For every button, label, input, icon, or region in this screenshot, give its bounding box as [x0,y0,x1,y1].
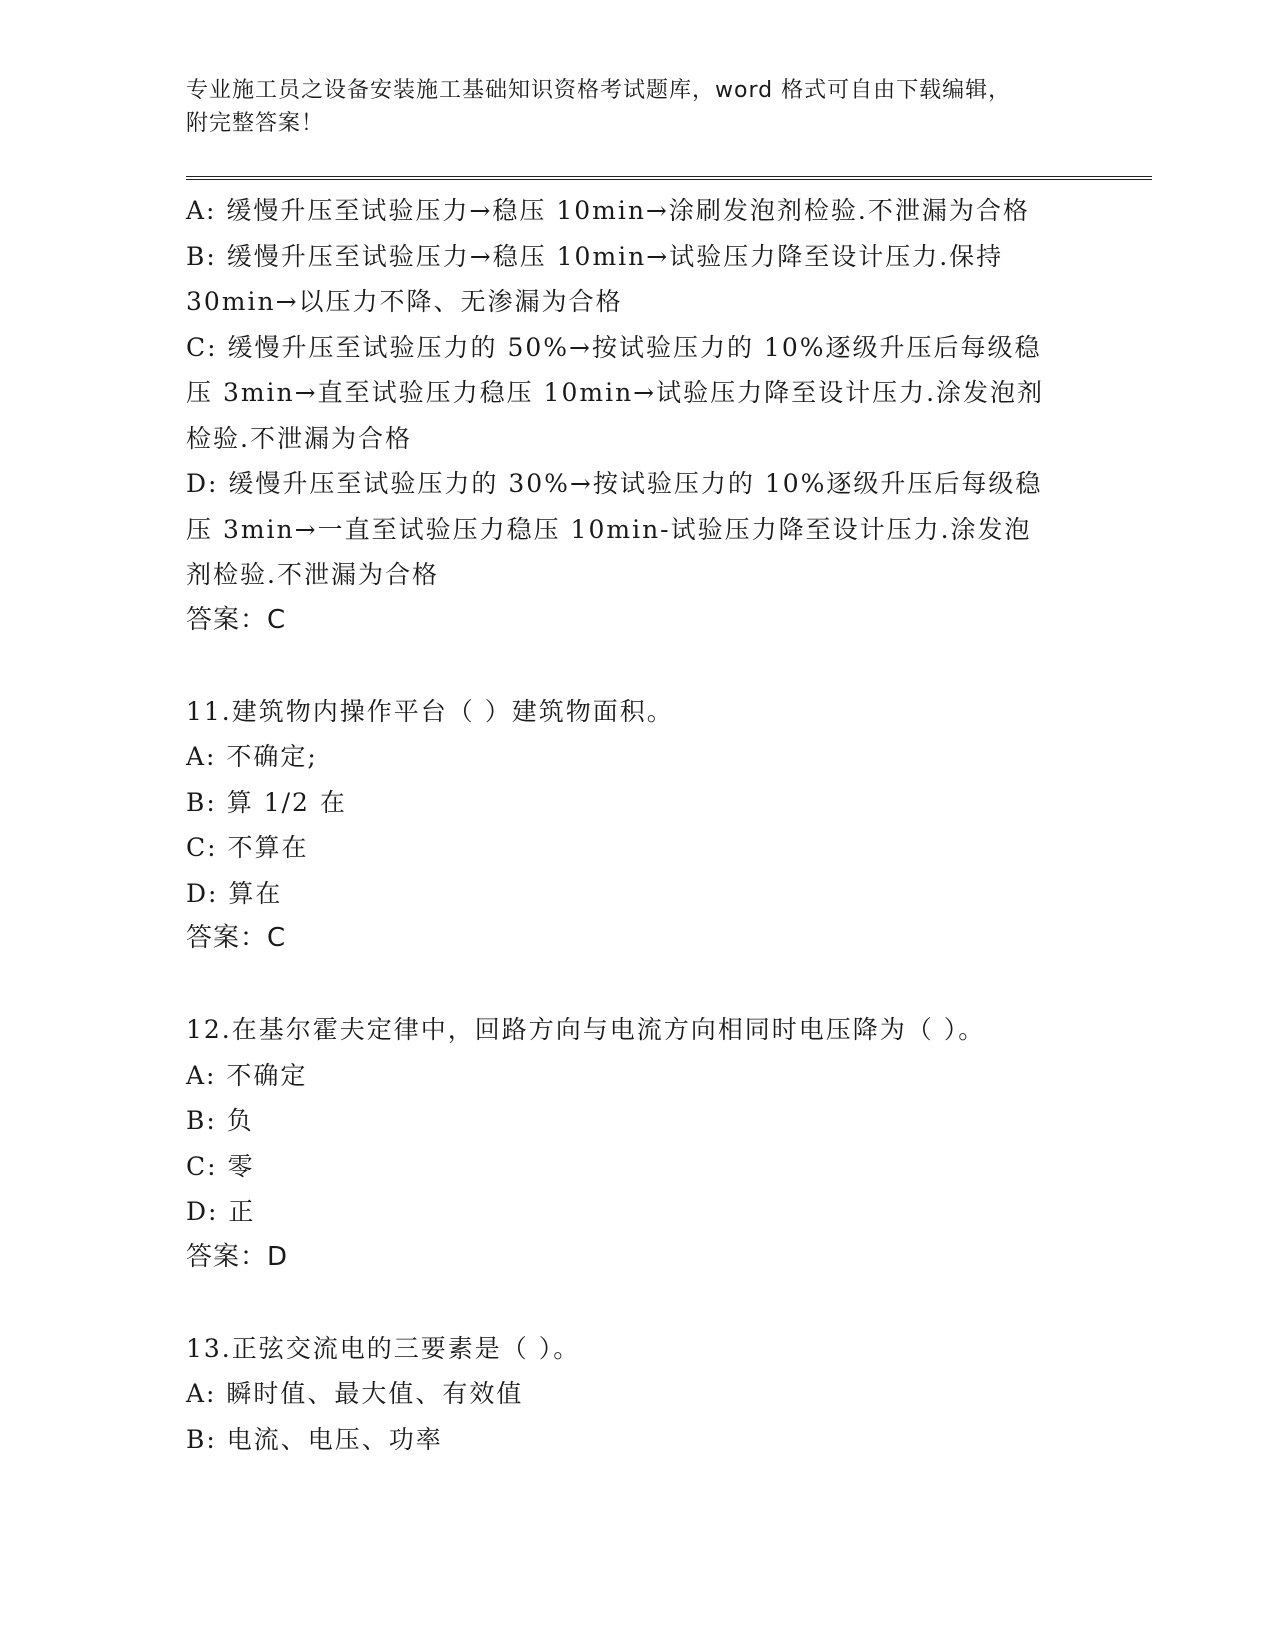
q13-question: 13.正弦交流电的三要素是（ ）。 [186,1333,581,1363]
question-body [186,188,1076,1462]
q11-option-c: C: 不算在 [186,833,309,862]
q10-option-d-line-2: 压 3min→一直至试验压力稳压 10min-试验压力降至设计压力.涂发泡 [186,514,1032,544]
q12-option-a: A: 不确定 [186,1060,308,1090]
q10-option-c-line-3: 检验.不泄漏为合格 [186,423,412,453]
question-13 [186,1326,1076,1463]
q13-option-b: B: 电流、电压、功率 [186,1424,443,1454]
q11-option-b: B: 算 1/2 在 [186,787,347,817]
q12-question: 12.在基尔霍夫定律中，回路方向与电流方向相同时电压降为（ ）。 [186,1015,986,1044]
q10-answer: 答案：C [186,604,287,635]
q13-option-a: A: 瞬时值、最大值、有效值 [186,1379,524,1408]
spacer [186,962,1076,1008]
spacer [186,1280,1076,1326]
q12-option-b: B: 负 [186,1106,254,1135]
header-divider [186,176,1152,180]
document-page [186,74,1152,1462]
q10-option-d-line-1: D: 缓慢升压至试验压力的 30%→按试验压力的 10%逐级升压后每级稳 [186,469,1043,498]
q10-option-c-line-2: 压 3min→直至试验压力稳压 10min→试验压力降至设计压力.涂发泡剂 [186,378,1045,407]
q12-answer: 答案：D [186,1241,289,1272]
header-line-2: 附完整答案！ [186,111,325,136]
question-12 [186,1007,1076,1280]
question-10 [186,188,1076,643]
spacer [186,643,1076,689]
q10-option-b-line-2: 30min→以压力不降、无渗漏为合格 [186,287,623,316]
q11-question: 11.建筑物内操作平台（ ）建筑物面积。 [186,696,674,726]
header-line-1: 专业施工员之设备安装施工基础知识资格考试题库，word 格式可自由下载编辑， [186,78,1012,103]
q10-option-c-line-1: C: 缓慢升压至试验压力的 50%→按试验压力的 10%逐级升压后每级稳 [186,332,1042,362]
question-11 [186,689,1076,962]
q12-option-d: D: 正 [186,1197,256,1226]
q10-option-a: A: 缓慢升压至试验压力→稳压 10min→涂刷发泡剂检验.不泄漏为合格 [186,196,1030,225]
q11-option-a: A: 不确定; [186,742,318,771]
q10-option-b-line-1: B: 缓慢升压至试验压力→稳压 10min→试验压力降至设计压力.保持 [186,241,1004,271]
q12-option-c: C: 零 [186,1151,255,1181]
q10-option-d-line-3: 剂检验.不泄漏为合格 [186,560,439,589]
q11-answer: 答案：C [186,923,287,953]
q11-option-d: D: 算在 [186,878,283,908]
document-header [186,74,1056,140]
